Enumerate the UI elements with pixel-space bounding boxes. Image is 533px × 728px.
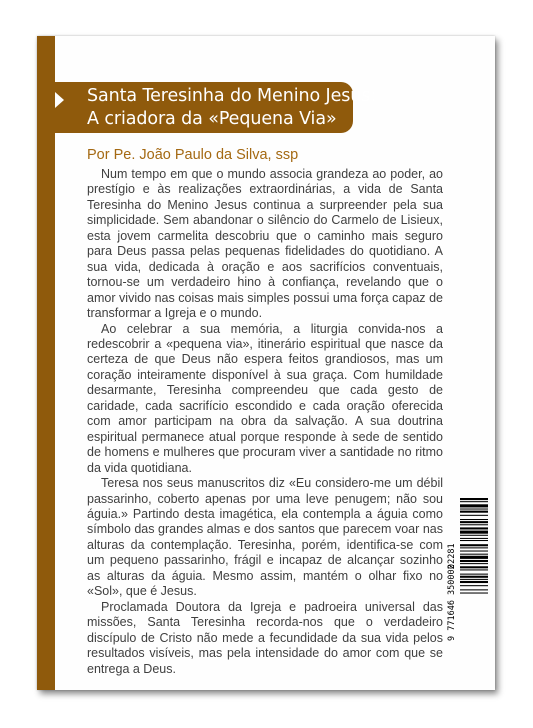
barcode-bar	[460, 535, 488, 536]
barcode-bar	[460, 544, 488, 546]
barcode-bar	[460, 574, 488, 575]
paragraph: Proclamada Doutora da Igreja e padroeira universal das missões, Santa Teresinha recorda-nos que o verdadeiro discípulo de Cristo não mede a fecundidade da sua vida pelos resultados visíveis, mas pela intensidade do amor com que se entrega a Deus.	[87, 599, 443, 676]
barcode-bar	[460, 593, 488, 594]
barcode-bar	[460, 504, 488, 507]
title-line-1: Santa Teresinha do Menino Jesus:	[87, 86, 377, 106]
barcode-bar	[460, 579, 488, 580]
barcode-bar	[460, 547, 488, 548]
barcode-bar	[460, 524, 488, 525]
barcode-bar	[460, 551, 488, 552]
magazine-back-cover	[37, 36, 495, 690]
barcode	[446, 496, 488, 641]
barcode-bar	[460, 515, 488, 516]
barcode-bar	[460, 540, 488, 541]
barcode-bar	[460, 527, 488, 529]
paragraph: Num tempo em que o mundo associa grandeza ao poder, ao prestígio e às realizações extraordinárias, a vida de Santa Teresinha do Menino Jesus continua a surpreender pela sua simplicidade. Sem abandonar o silêncio do Carmelo de Lisieux, esta jovem carmelita descobriu que o caminho mais seguro para Deus passa pelas pequenas fidelidades do quotidiano. A sua vida, dedicada à oração e aos sacrifícios conventuais, tornou-se um verdadeiro hino à confiança, revelando que o amor vivido nas coisas mais simples possui uma força capaz de transformar a Igreja e o mundo.	[87, 167, 443, 321]
barcode-bar	[460, 501, 488, 502]
barcode-bar	[460, 576, 488, 578]
spine-strip	[37, 36, 55, 690]
barcode-bar	[460, 589, 488, 590]
barcode-bar	[460, 538, 488, 539]
barcode-bar	[460, 556, 488, 559]
barcode-bar	[460, 521, 488, 523]
author-byline: Por Pe. João Paulo da Silva, ssp	[87, 147, 299, 163]
barcode-bar	[460, 498, 488, 500]
barcode-bar	[460, 511, 488, 513]
title-line-2: A criadora da «Pequena Via»	[87, 109, 337, 129]
barcode-bar	[460, 519, 488, 520]
barcode-bar	[460, 569, 488, 570]
barcode-bar	[460, 563, 488, 564]
article-body	[87, 167, 443, 677]
barcode-bar	[460, 560, 488, 562]
issue-code-text: 02281	[447, 543, 457, 569]
barcode-bar	[460, 531, 488, 534]
barcode-bar	[460, 581, 488, 583]
paragraph: Teresa nos seus manuscritos diz «Eu considero-me um débil passarinho, coberto apenas por uma leve penugem; não sou águia.» Partindo desta imagética, ela contempla a águia como símbolo das grandes almas e dos santos que parecem voar nas alturas da contemplação. Teresinha, porém, identifica-se com um pequeno passarinho, frágil e incapaz de alcançar sozinho as alturas da águia. Mesmo assim, mantém o olhar fixo no «Sol», que é Jesus.	[87, 476, 443, 599]
title-banner	[37, 82, 377, 133]
barcode-bar	[460, 509, 488, 510]
barcode-number: 9 771646 350002	[447, 564, 457, 641]
barcode-bar	[460, 566, 488, 568]
barcode-bar	[460, 585, 488, 586]
barcode-bar	[460, 554, 488, 555]
paragraph: Ao celebrar a sua memória, a liturgia convida-nos a redescobrir a «pequena via», itinerário espiritual que nasce da certeza de que Deus não espera feitos grandiosos, mas um coração inteiramente disponível à sua graça. Com humildade desarmante, Teresinha compreendeu que cada gesto de caridade, cada sacrifício escondido e cada oração oferecida com amor participam na obra da salvação. A sua doutrina espiritual permanece atual porque responde à sede de sentido de homens e mulheres que procuram viver a santidade no ritmo da vida quotidiana.	[87, 321, 443, 475]
